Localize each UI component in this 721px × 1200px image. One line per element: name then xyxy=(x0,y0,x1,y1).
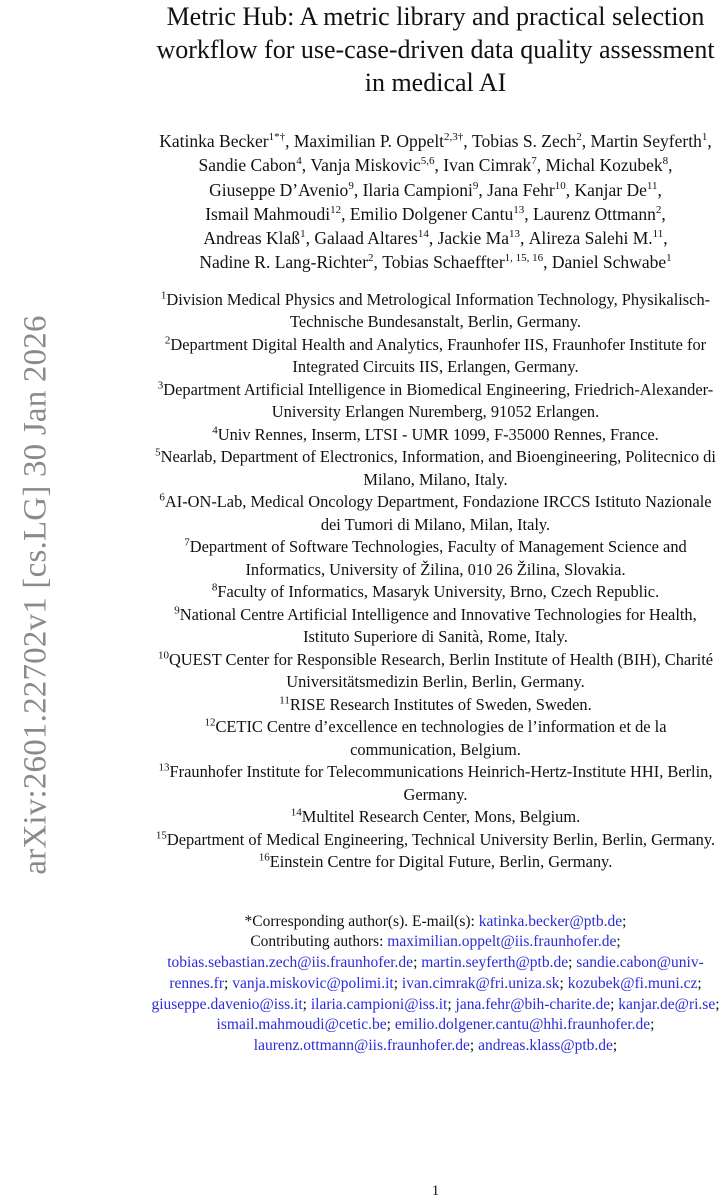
affiliation-number: 9 xyxy=(174,604,180,617)
author-name-text: Alireza Salehi M. xyxy=(528,228,653,249)
contributing-email-link[interactable]: tobias.sebastian.zech@iis.fraunhofer.de xyxy=(167,954,414,972)
contributing-email-link[interactable]: laurenz.ottmann@iis.fraunhofer.de xyxy=(253,1037,470,1054)
affiliation-number: 10 xyxy=(157,649,169,662)
contributing-email-link[interactable]: giuseppe.davenio@iss.it xyxy=(151,995,303,1013)
affiliation-number: 3 xyxy=(157,379,164,392)
author-affiliation-marker: 1 xyxy=(300,228,306,241)
affiliation-item xyxy=(152,334,719,379)
author-name-text: Vanja Miskovic xyxy=(310,155,421,176)
contributing-email-link[interactable]: ismail.mahmoudi@cetic.be xyxy=(216,1016,387,1034)
author-affiliation-marker: 11 xyxy=(652,228,664,241)
affiliation-text: AI-ON-Lab, Medical Oncology Department, Fondazione IRCCS Istituto Nazionale dei Tumori di Milano, Milan, Italy. xyxy=(164,492,712,534)
author-affiliation-marker: 5,6 xyxy=(420,155,435,168)
email-separator: ; xyxy=(386,1016,395,1034)
email-separator: ; xyxy=(715,995,720,1013)
author-name xyxy=(205,204,350,224)
author-separator: , xyxy=(341,203,350,224)
author-affiliation-marker: 2 xyxy=(576,131,582,144)
affiliation-text: Einstein Centre for Digital Future, Berlin, Germany. xyxy=(269,852,613,872)
author-name-text: Tobias S. Zech xyxy=(472,131,577,151)
author-name-text: Emilio Dolgener Cantu xyxy=(349,203,514,224)
author-name-text: Ilaria Campioni xyxy=(362,179,473,200)
author-affiliation-marker: 12 xyxy=(330,204,342,217)
email-separator: ; xyxy=(469,1037,479,1054)
author-name xyxy=(438,228,529,248)
author-separator: , xyxy=(661,203,666,224)
affiliation-item xyxy=(152,424,719,447)
affiliation-text: Faculty of Informatics, Masaryk University, Brno, Czech Republic. xyxy=(217,582,660,602)
affiliation-number: 14 xyxy=(290,806,302,819)
author-separator: , xyxy=(285,131,294,151)
author-name-text: Giuseppe D’Avenio xyxy=(209,179,349,200)
affiliation-item xyxy=(152,581,719,604)
email-separator: ; xyxy=(650,1016,655,1034)
affiliation-number: 1 xyxy=(160,289,167,302)
author-name xyxy=(529,228,668,248)
author-affiliation-marker: 9 xyxy=(348,179,354,192)
author-name xyxy=(363,180,488,200)
contributing-email-link[interactable]: jana.fehr@bih-charite.de xyxy=(455,995,611,1013)
affiliation-text: Multitel Research Center, Mons, Belgium. xyxy=(301,807,581,827)
email-separator: ; xyxy=(447,995,456,1013)
author-affiliation-marker: 2 xyxy=(655,204,662,217)
contributing-email-link[interactable]: ilaria.campioni@iss.it xyxy=(310,995,448,1013)
author-affiliation-marker: 9 xyxy=(472,179,479,192)
author-affiliation-marker: 1*† xyxy=(268,131,286,144)
author-separator: , xyxy=(520,228,529,249)
email-separator: ; xyxy=(616,933,621,951)
author-name-text: Andreas Klaß xyxy=(203,228,301,249)
author-separator: , xyxy=(668,155,673,176)
author-name-text: Nadine R. Lang-Richter xyxy=(199,252,369,273)
author-name-text: Ismail Mahmoudi xyxy=(205,203,331,224)
email-separator: ; xyxy=(568,954,577,972)
author-name-text: Martin Seyferth xyxy=(590,131,702,151)
affiliation-item xyxy=(152,851,719,874)
author-name-text: Michal Kozubek xyxy=(545,155,663,176)
affiliation-item xyxy=(152,379,719,424)
affiliation-number: 2 xyxy=(164,334,171,347)
author-name xyxy=(533,204,666,224)
page-number: 1 xyxy=(431,1183,440,1199)
affiliation-list xyxy=(150,289,721,874)
author-name-text: Galaad Altares xyxy=(314,228,418,249)
affiliation-text: Univ Rennes, Inserm, LTSI - UMR 1099, F-35000 Rennes, France. xyxy=(217,424,659,444)
affiliation-item xyxy=(152,604,719,649)
paper-title: Metric Hub: A metric library and practical selection workflow for use-case-driven data quality assessment in medical AI xyxy=(156,2,715,97)
affiliation-text: Department Digital Health and Analytics, Fraunhofer IIS, Fraunhofer Institute for Integrated Circuits IIS, Erlangen, Germany. xyxy=(170,334,707,377)
author-separator: , xyxy=(565,179,575,200)
author-separator: , xyxy=(373,252,383,273)
affiliation-number: 15 xyxy=(155,829,167,842)
author-separator: , xyxy=(536,155,546,176)
author-name-text: Daniel Schwabe xyxy=(551,252,667,273)
email-separator: ; xyxy=(302,995,311,1013)
author-name xyxy=(203,228,314,248)
affiliation-number: 4 xyxy=(212,424,218,437)
affiliation-item xyxy=(152,806,719,829)
author-affiliation-marker: 13 xyxy=(513,204,525,217)
email-separator: ; xyxy=(610,995,619,1013)
affiliation-number: 5 xyxy=(155,446,161,459)
author-separator: , xyxy=(301,155,311,176)
affiliation-text: Department of Medical Engineering, Technical University Berlin, Berlin, Germany. xyxy=(166,829,716,849)
author-separator: , xyxy=(543,252,552,273)
affiliation-text: Department of Software Technologies, Faculty of Management Science and Informatics, University of Žilina, 010 26 Žilina, Slovakia. xyxy=(189,537,687,579)
contributing-email-link[interactable]: maximilian.oppelt@iis.fraunhofer.de xyxy=(387,933,617,951)
corresponding-trail: ; xyxy=(622,912,627,930)
affiliation-text: Department Artificial Intelligence in Biomedical Engineering, Friedrich-Alexander-University Erlangen Nuremberg, 91052 Erlangen. xyxy=(163,379,714,422)
author-separator: , xyxy=(353,179,363,200)
author-name xyxy=(314,228,437,248)
author-separator: , xyxy=(478,179,488,200)
contributing-email-link[interactable]: sandie.cabon@univ-rennes.fr xyxy=(169,954,704,992)
author-name xyxy=(159,131,294,151)
author-separator: , xyxy=(657,179,662,200)
author-separator: , xyxy=(581,131,591,151)
author-name-text: Sandie Cabon xyxy=(198,155,297,176)
author-name xyxy=(198,155,310,175)
affiliation-text: QUEST Center for Responsible Research, Berlin Institute of Health (BIH), Charité Universitätsmedizin Berlin, Berlin, Germany. xyxy=(168,649,714,692)
author-affiliation-marker: 11 xyxy=(646,179,658,192)
affiliation-item xyxy=(152,536,719,581)
author-separator: , xyxy=(463,131,473,151)
author-name xyxy=(546,155,673,175)
corresponding-label: *Corresponding author(s). E-mail(s): xyxy=(244,912,479,930)
affiliation-number: 8 xyxy=(211,581,218,594)
author-affiliation-marker: 2 xyxy=(368,252,374,265)
author-name xyxy=(574,180,661,200)
affiliation-text: Fraunhofer Institute for Telecommunications Heinrich-Hertz-Institute HHI, Berlin, Germany. xyxy=(169,762,713,804)
email-separator: ; xyxy=(413,954,422,972)
author-name xyxy=(591,131,712,151)
affiliation-item xyxy=(152,694,719,717)
email-separator: ; xyxy=(559,974,568,992)
author-name-text: Ivan Cimrak xyxy=(443,155,532,176)
author-name-text: Jana Fehr xyxy=(487,179,555,200)
author-name xyxy=(350,204,533,224)
contributing-email-link[interactable]: martin.seyferth@ptb.de xyxy=(421,954,569,972)
author-separator: , xyxy=(434,155,444,176)
author-name xyxy=(552,252,672,272)
affiliation-text: CETIC Centre d’excellence en technologies de l’information et de la communication, Belgium. xyxy=(215,717,667,759)
author-name-text: Laurenz Ottmann xyxy=(532,203,656,224)
author-affiliation-marker: 1, 15, 16 xyxy=(504,252,544,265)
affiliation-text: Division Medical Physics and Metrological Information Technology, Physikalisch-Technische Bundesanstalt, Berlin, Germany. xyxy=(166,289,711,332)
author-name-text: Tobias Schaeffter xyxy=(382,252,505,273)
contributing-email-link[interactable]: emilio.dolgener.cantu@hhi.fraunhofer.de xyxy=(394,1016,651,1034)
affiliation-number: 13 xyxy=(158,761,170,774)
author-name xyxy=(294,131,472,151)
author-separator: , xyxy=(663,228,668,249)
author-affiliation-marker: 8 xyxy=(662,155,669,168)
author-separator: , xyxy=(428,228,438,249)
affiliation-number: 7 xyxy=(184,536,190,549)
author-affiliation-marker: 10 xyxy=(554,179,566,192)
affiliation-number: 6 xyxy=(159,491,165,504)
affiliation-item xyxy=(152,289,719,334)
contributing-email-link[interactable]: andreas.klass@ptb.de xyxy=(478,1037,613,1054)
author-name-text: Katinka Becker xyxy=(159,131,269,151)
author-affiliation-marker: 14 xyxy=(417,228,429,241)
paper-first-page xyxy=(150,0,721,1057)
affiliation-text: RISE Research Institutes of Sweden, Sweden. xyxy=(289,694,592,714)
author-name-text: Maximilian P. Oppelt xyxy=(293,131,445,151)
author-affiliation-marker: 1 xyxy=(666,252,672,265)
contributing-label: Contributing authors: xyxy=(250,933,388,951)
author-separator: , xyxy=(524,203,533,224)
contributing-email-link[interactable]: kanjar.de@ri.se xyxy=(618,995,716,1013)
affiliation-item xyxy=(152,446,719,491)
author-affiliation-marker: 7 xyxy=(531,155,537,168)
corresponding-email-link[interactable]: katinka.becker@ptb.de xyxy=(478,912,623,930)
corresponding-author-line xyxy=(150,912,721,933)
author-affiliation-marker: 4 xyxy=(296,155,302,168)
contributing-email-link[interactable]: kozubek@fi.muni.cz xyxy=(567,974,698,992)
author-list xyxy=(150,129,721,275)
affiliation-number: 16 xyxy=(258,851,270,864)
contributing-email-link[interactable]: vanja.miskovic@polimi.it xyxy=(232,974,394,992)
contact-block xyxy=(150,912,721,1057)
affiliation-item xyxy=(152,716,719,761)
affiliation-item xyxy=(152,649,719,694)
affiliation-item xyxy=(152,761,719,806)
affiliation-item xyxy=(152,829,719,852)
author-name-text: Kanjar De xyxy=(574,179,647,200)
author-name xyxy=(472,131,591,151)
author-name xyxy=(443,155,545,175)
contributing-authors-block xyxy=(150,932,721,1056)
affiliation-item xyxy=(152,491,719,536)
author-name xyxy=(310,155,443,175)
author-name-text: Jackie Ma xyxy=(437,228,509,249)
author-name xyxy=(382,252,552,272)
affiliation-text: Nearlab, Department of Electronics, Information, and Bioengineering, Politecnico di Milano, Milano, Italy. xyxy=(160,447,716,489)
author-name xyxy=(199,252,382,272)
email-separator: ; xyxy=(393,974,402,992)
email-separator: ; xyxy=(697,974,702,992)
arxiv-identifier-stamp: arXiv:2601.22702v1 [cs.LG] 30 Jan 2026 xyxy=(17,315,54,875)
author-name xyxy=(487,180,574,200)
author-affiliation-marker: 1 xyxy=(701,131,708,144)
author-name xyxy=(209,180,362,200)
author-affiliation-marker: 13 xyxy=(509,228,520,241)
affiliation-number: 11 xyxy=(279,694,290,707)
affiliation-text: National Centre Artificial Intelligence and Innovative Technologies for Health, Istituto Superiore di Sanità, Rome, Italy. xyxy=(179,604,697,647)
email-separator: ; xyxy=(612,1037,618,1054)
author-separator: , xyxy=(707,131,712,151)
contributing-email-link[interactable]: ivan.cimrak@fri.uniza.sk xyxy=(401,974,560,992)
author-separator: , xyxy=(305,228,315,249)
author-affiliation-marker: 2,3† xyxy=(444,131,464,144)
email-separator: ; xyxy=(224,974,233,992)
affiliation-number: 12 xyxy=(204,716,216,729)
